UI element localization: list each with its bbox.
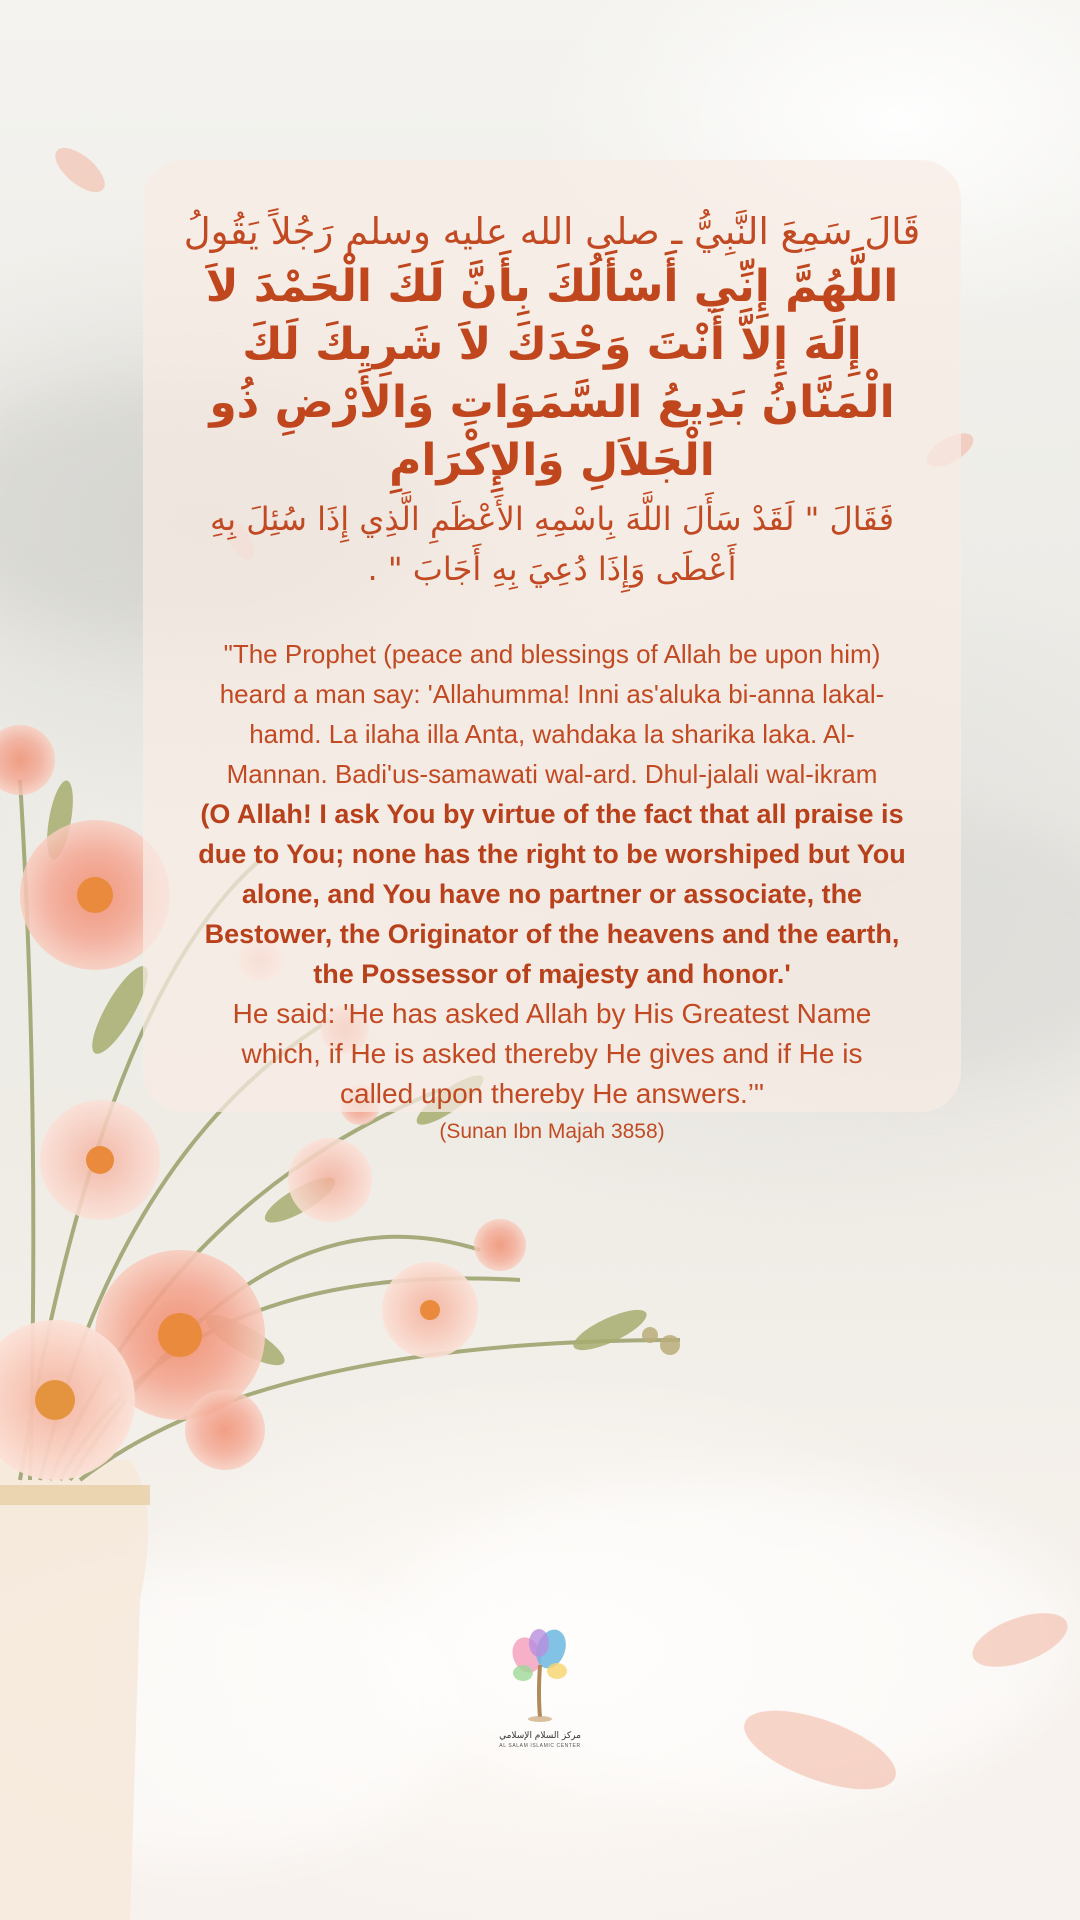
logo-arabic-name: مركز السلام الإسلامي — [499, 1731, 581, 1741]
tree-logo-icon — [505, 1625, 575, 1725]
logo-english-name: AL SALAM ISLAMIC CENTER — [499, 1743, 581, 1749]
english-intro: "The Prophet (peace and blessings of Allah be upon him) heard a man say: 'Allahumma! Inni as'aluka bi-anna lakal-hamd. La ilaha illa Anta, wahdaka la sharika laka. Al-Mannan. Badi'us-samawati wal-ard. Dhul-jalali wal-ikram — [219, 639, 885, 789]
english-prophet-said: He said: 'He has asked Allah by His Greatest Name which, if He is asked thereby He gives and if He is called upon thereby He answers.’" — [232, 998, 872, 1109]
arabic-outro: فَقَالَ " لَقَدْ سَأَلَ اللَّهَ بِاسْمِهِ الأَعْظَمِ الَّذِي إِذَا سُئِلَ بِهِ أَعْطَى وَإِذَا دُعِيَ بِهِ أَجَابَ " . — [209, 500, 895, 588]
center-logo — [495, 1625, 585, 1765]
arabic-dua: اللَّهُمَّ إِنِّي أَسْأَلُكَ بِأَنَّ لَكَ الْحَمْدَ لاَ إِلَهَ إِلاَّ أَنْتَ وَحْدَكَ لاَ شَرِيكَ لَكَ الْمَنَّانُ بَدِيعُ السَّمَوَاتِ وَالأَرْضِ ذُو الْجَلاَلِ وَالإِكْرَامِ — [205, 261, 899, 486]
english-dua-translation: (O Allah! I ask You by virtue of the fact that all praise is due to You; none has the right to be worshiped but You alone, and You have no partner or associate, the Bestower, the Originator of the heavens and the earth, the Possessor of majesty and honor.' — [198, 799, 906, 989]
hadith-reference: (Sunan Ibn Majah 3858) — [439, 1120, 665, 1143]
arabic-intro: قَالَ سَمِعَ النَّبِيُّ ـ صلى الله عليه وسلم رَجُلاً يَقُولُ — [183, 210, 921, 253]
hadith-card — [143, 160, 961, 1143]
